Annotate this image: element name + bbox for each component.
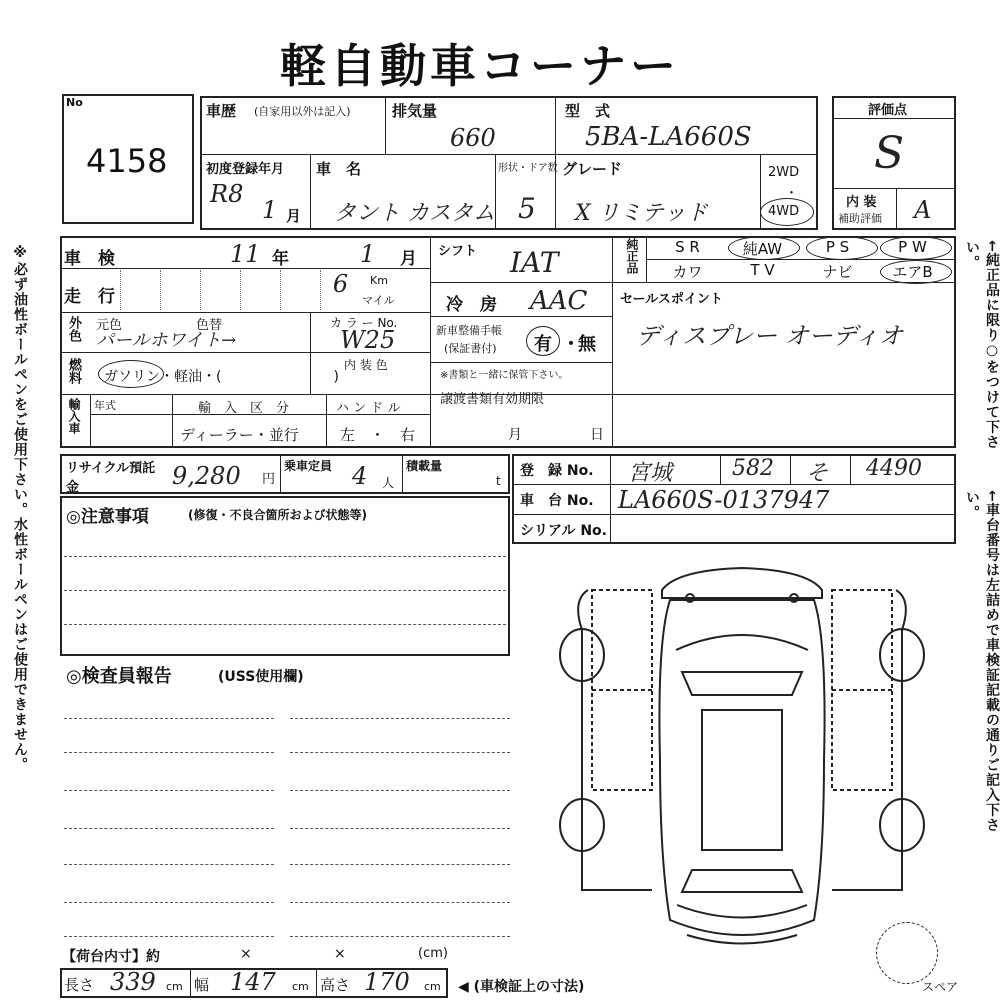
cargo-x2: × [334, 946, 346, 962]
drive-2wd: 2WD [768, 165, 800, 180]
inspection-month-unit: 月 [400, 249, 417, 269]
sales-point-label: セールスポイント [620, 292, 723, 307]
right-note-features: ←純正品に限り○をつけて下さい。 [964, 240, 1000, 450]
height-label: 高さ [320, 976, 351, 994]
mileage-digit [280, 270, 320, 310]
manual-yes: 有 [534, 334, 552, 355]
feature-airbag: エアB [892, 263, 933, 281]
load-label: 積載量 [406, 459, 443, 473]
right-note-chassis: ←車台番号は左詰めで車検証記載の通りご記入下さい。 [964, 490, 1000, 833]
registration-kana: そ [806, 461, 829, 486]
transfer-day: 日 [590, 427, 604, 443]
chassis-label: 車 台 No. [520, 493, 594, 509]
registration-area: 宮城 [628, 461, 673, 486]
capacity-unit: 人 [382, 476, 395, 490]
import-type-label: 輸 入 区 分 [198, 401, 290, 416]
length-unit: cm [166, 980, 183, 993]
cargo-unit: (cm) [418, 946, 448, 961]
lot-number: 4158 [86, 142, 168, 180]
rear-window [682, 870, 802, 892]
transfer-month: 月 [508, 427, 522, 443]
displacement-value: 660 [450, 124, 496, 152]
changed-color-label: 色替 [196, 318, 223, 333]
feature-leather: カワ [672, 263, 703, 281]
spare-label: スペア [922, 980, 959, 994]
manual-sep: ・ [562, 334, 580, 355]
feature-ps-circle [806, 236, 878, 260]
history-label: 車歴 [206, 102, 237, 120]
inspection-month: 1 [360, 240, 376, 268]
inspection-year: 11 [230, 240, 261, 268]
recycle-unit: 円 [262, 472, 276, 487]
mileage-digits [120, 270, 360, 310]
fuel-label: 燃料 [66, 358, 81, 384]
front-bumper [662, 568, 822, 598]
interior-score-sub: 補助評価 [838, 212, 882, 225]
height-unit: cm [424, 980, 441, 993]
interior-score-label: 内 装 [846, 195, 877, 210]
cargo-x1: × [240, 946, 252, 962]
manual-note: ※書類と一緒に保管下さい。 [440, 370, 569, 381]
manual-yes-circle [526, 326, 560, 356]
feature-tv: T V [750, 261, 775, 279]
import-handle-options: 左 ・ 右 [340, 426, 416, 444]
feature-ps: P S [825, 238, 850, 256]
model-value: 5BA-LA660S [585, 122, 752, 152]
chassis-value: LA660S-0137947 [618, 486, 830, 514]
mileage-label: 走 行 [64, 287, 115, 307]
mileage-unit-km: Km [370, 274, 388, 287]
import-type-options: ディーラー・並行 [180, 426, 299, 444]
shift-label: シフト [438, 244, 478, 259]
drive-sep: ・ [785, 186, 799, 201]
width-unit: cm [292, 980, 309, 993]
registration-label: 登 録 No. [520, 463, 594, 479]
doors-label: 形状・ドア数 [498, 163, 558, 174]
feature-navi: ナビ [822, 263, 853, 281]
car-name-label: 車 名 [316, 160, 362, 178]
length-label: 長さ [64, 976, 95, 994]
inspector-title: ◎検査員報告 [66, 666, 172, 687]
manual-label: 新車整備手帳 [436, 324, 502, 337]
color-code-label: カ ラ ー No. [330, 316, 398, 330]
fuel-options: ガソリン・軽油・( ) [104, 369, 339, 385]
aircon-label: 冷 房 [446, 295, 497, 315]
mileage-digit [200, 270, 240, 310]
exterior-color-label: 外色 [66, 316, 81, 342]
shift-value: IAT [510, 246, 559, 279]
windshield [682, 672, 802, 695]
features-side-label: 純正品 [625, 238, 639, 274]
windshield-top [676, 635, 808, 650]
recycle-label: リサイクル預託金 [66, 461, 156, 495]
feature-aw-circle [728, 236, 800, 260]
feature-aw: 純AW [742, 240, 783, 258]
lot-label: No [66, 96, 83, 109]
interior-score-value: A [914, 196, 932, 224]
feature-pw: P W [898, 238, 927, 256]
feature-pw-circle [880, 236, 952, 260]
aircon-value: AAC [530, 286, 588, 316]
registration-number: 4490 [866, 456, 922, 481]
load-unit: t [496, 474, 501, 488]
score-label: 評価点 [868, 103, 908, 118]
model-label: 型 式 [565, 102, 611, 120]
interior-color-label: 内 装 色 [344, 358, 388, 372]
color-code-value: W25 [340, 326, 396, 354]
first-reg-month-unit: 月 [286, 207, 302, 225]
import-handle-label: ハ ン ド ル [336, 401, 401, 416]
mileage-digit [240, 270, 280, 310]
mileage-unit-mile: マイル [362, 294, 395, 307]
lot-box [62, 94, 194, 224]
sales-point-value: ディスプレー オーディオ [636, 322, 903, 350]
serial-label: シリアル No. [520, 523, 607, 539]
right-outline [832, 590, 906, 890]
capacity-label: 乗車定員 [284, 459, 333, 473]
transfer-label: 譲渡書類有効期限 [440, 392, 545, 407]
manual-sub: (保証書付) [444, 342, 497, 355]
registration-class: 582 [732, 456, 774, 481]
fuel-gasoline-circle [98, 360, 164, 388]
grade-value: X リミテッド [575, 201, 708, 226]
dimensions-note: ◀ (車検証上の寸法) [458, 979, 585, 995]
mileage-digit [120, 270, 160, 310]
car-diagram [552, 560, 932, 960]
first-reg-month: 1 [262, 196, 278, 224]
first-reg-label: 初度登録年月 [206, 162, 285, 177]
mileage-digit: 6 [320, 270, 360, 310]
manual-no: 無 [578, 334, 596, 355]
feature-airbag-circle [880, 260, 952, 284]
doors-value: 5 [518, 192, 536, 225]
width-label: 幅 [194, 976, 210, 994]
car-name-value: タント カスタム [334, 201, 495, 226]
color-value: パールホワイト→ [96, 330, 237, 351]
left-note: ※必ず油性ボールペンをご使用下さい。水性ボールペンはご使用できません。 [12, 245, 28, 772]
capacity-value: 4 [352, 462, 368, 490]
recycle-value: 9,280 [172, 462, 241, 490]
notes-sub: (修復・不良合箇所および状態等) [188, 508, 367, 522]
inspection-label: 車 検 [64, 249, 115, 269]
original-color-label: 元色 [96, 318, 123, 333]
inspection-year-unit: 年 [272, 249, 289, 269]
notes-title: ◎注意事項 [66, 507, 149, 527]
drive-4wd-circle [760, 198, 814, 226]
feature-sr: S R [675, 238, 700, 256]
history-note: (自家用以外は記入) [254, 105, 351, 118]
width-value: 147 [230, 968, 276, 996]
spare-tire-icon [876, 922, 938, 984]
import-label: 輸入車 [67, 398, 81, 434]
import-year-label: 年式 [94, 399, 116, 412]
roof [702, 710, 782, 850]
displacement-label: 排気量 [392, 102, 438, 120]
score-value: S [874, 128, 905, 179]
drive-4wd: 4WD [768, 204, 800, 219]
first-reg-era: R8 [210, 180, 244, 208]
page-title: 軽自動車コーナー [280, 39, 680, 93]
left-outline [578, 590, 652, 890]
mileage-digit [160, 270, 200, 310]
grade-label: グレード [562, 160, 623, 178]
cargo-label: 【荷台内寸】約 [62, 949, 160, 965]
height-value: 170 [364, 968, 410, 996]
inspector-sub: (USS使用欄) [218, 669, 304, 685]
length-value: 339 [110, 968, 156, 996]
